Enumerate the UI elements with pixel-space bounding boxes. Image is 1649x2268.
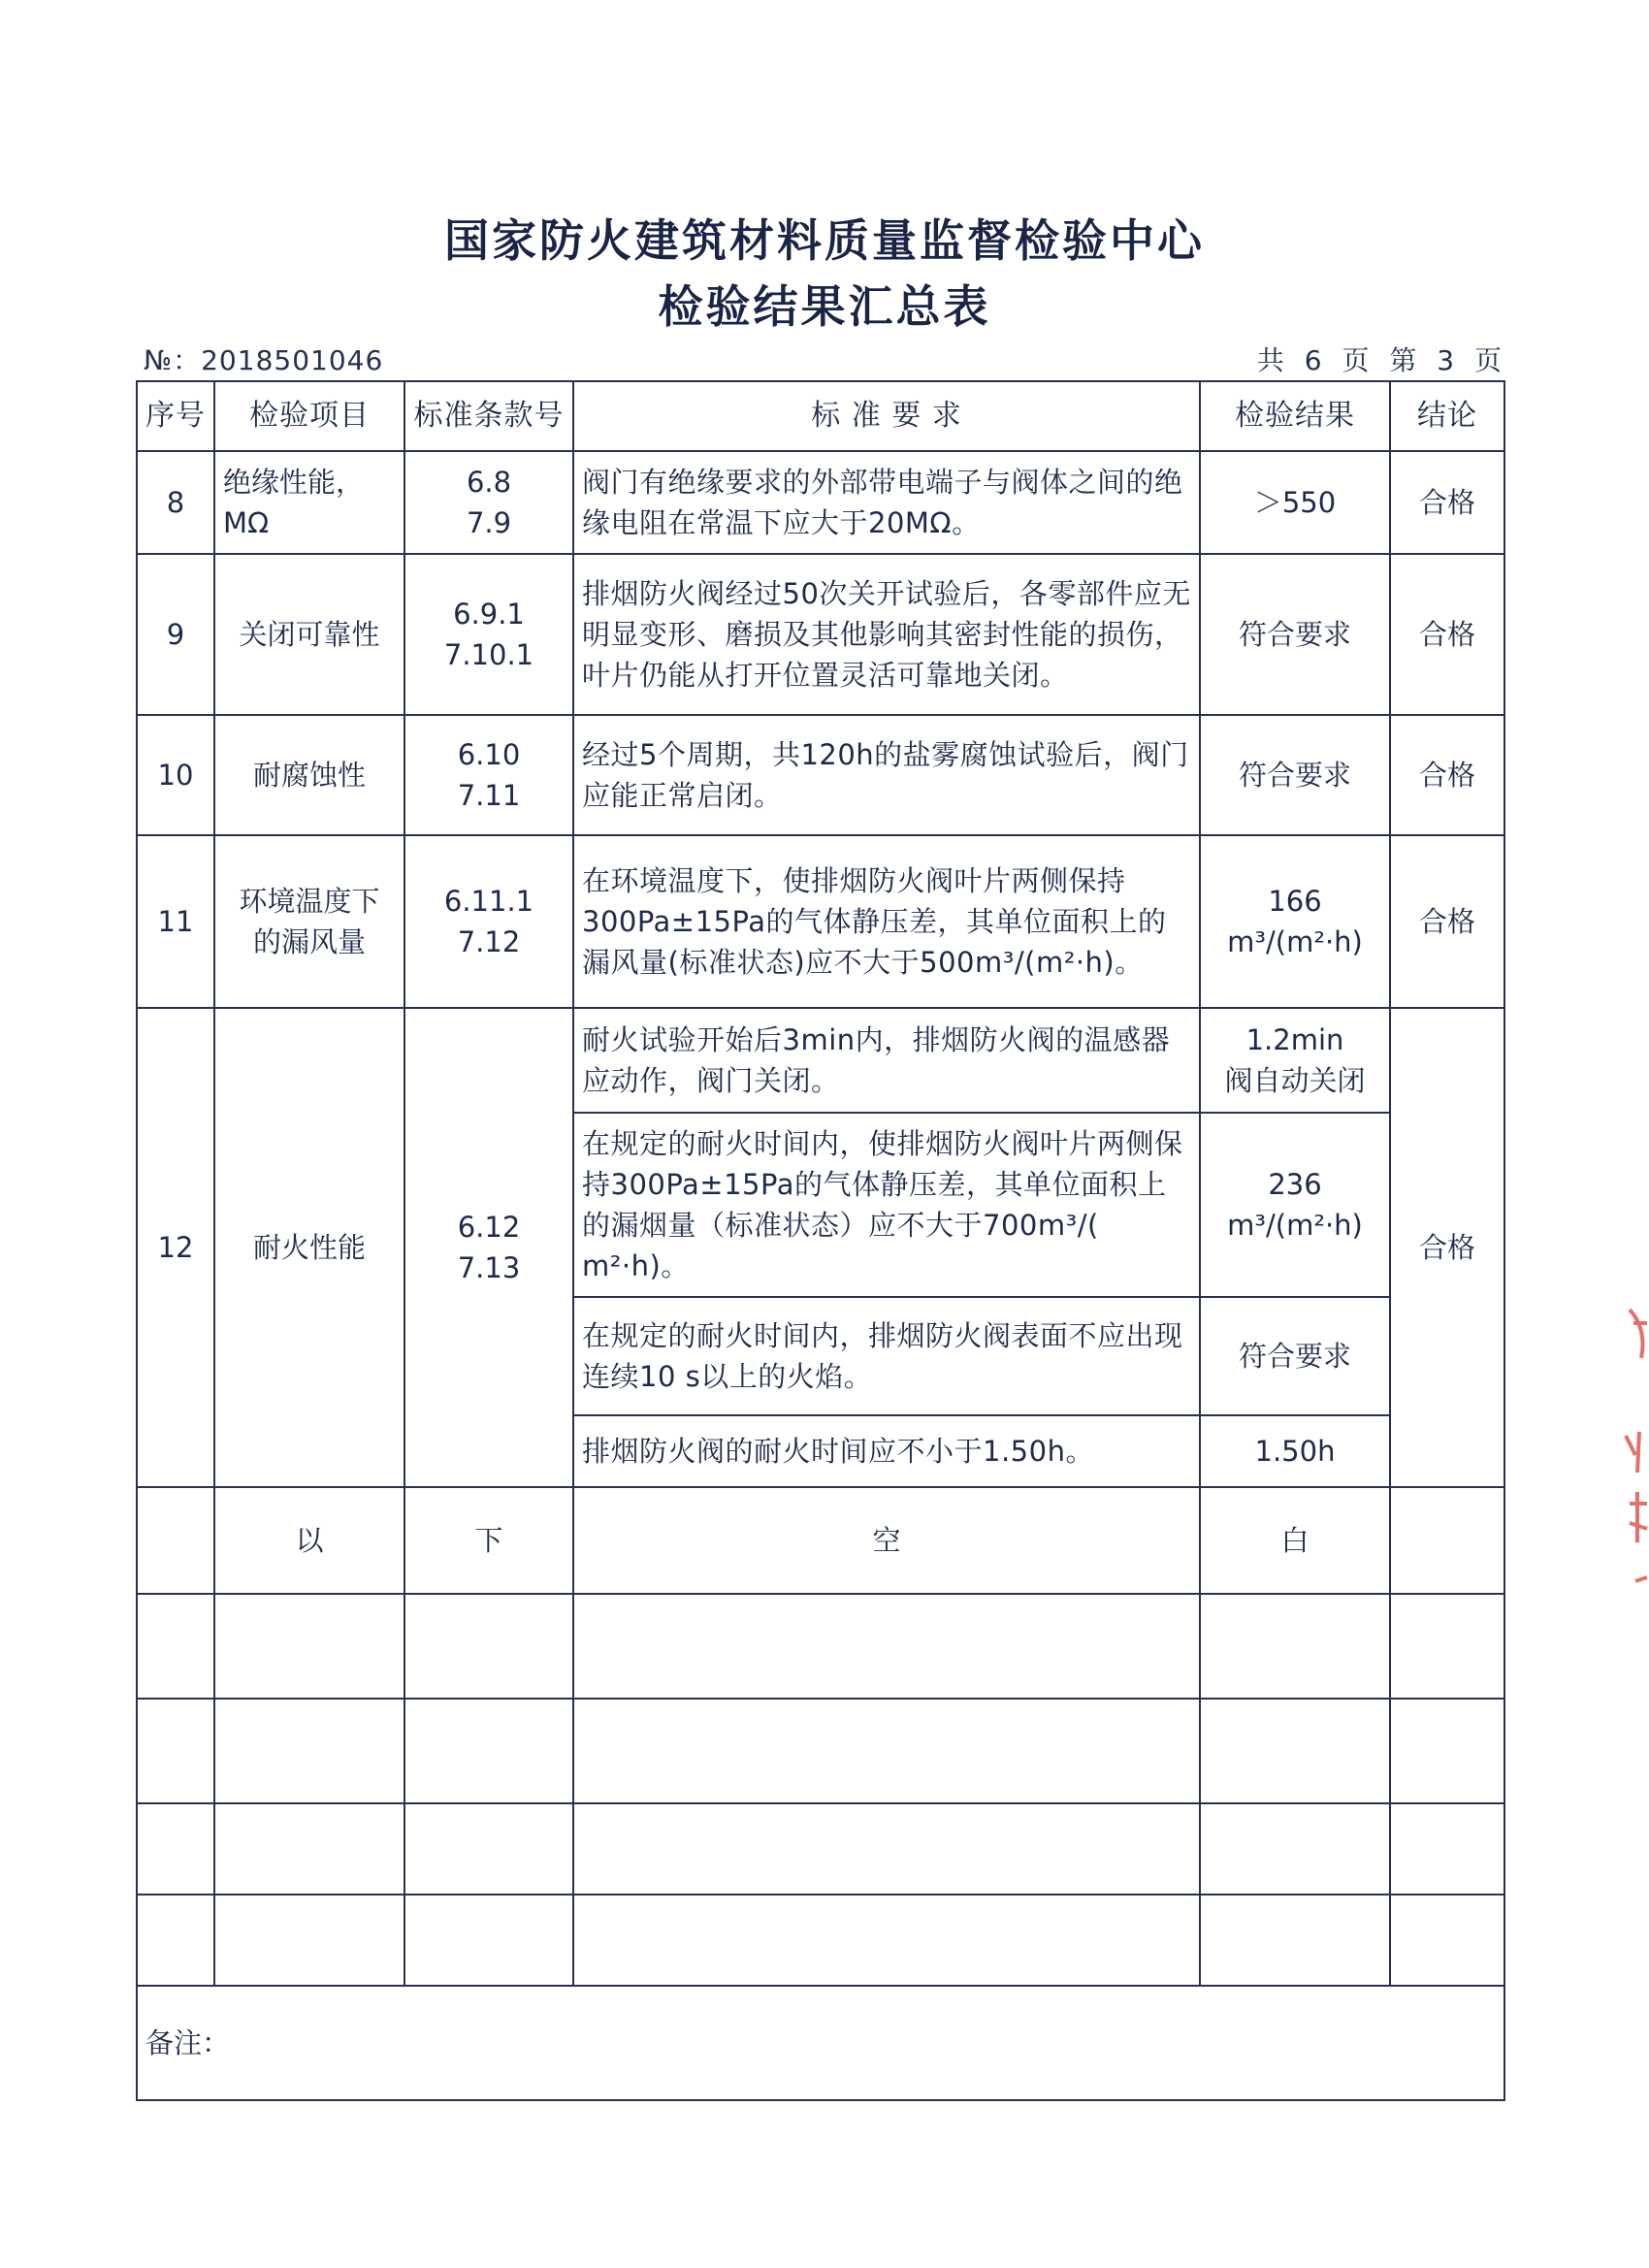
empty-cell — [573, 1699, 1200, 1803]
header-seq: 序号 — [137, 381, 214, 451]
empty-cell — [137, 1487, 214, 1594]
blank-marker-2: 下 — [404, 1487, 573, 1594]
item-line: 环境温度下 — [239, 885, 380, 918]
empty-cell — [137, 1803, 214, 1895]
row-requirement: 排烟防火阀经过50次关开试验后，各零部件应无明显变形、磨损及其他影响其密封性能的损伤，叶片仍能从打开位置灵活可靠地关闭。 — [573, 554, 1200, 715]
header-item: 检验项目 — [214, 381, 404, 451]
empty-cell — [573, 1803, 1200, 1895]
row-result — [1200, 1008, 1390, 1113]
clause-line: 6.11.1 — [443, 885, 534, 918]
row-item: 耐腐蚀性 — [214, 715, 404, 835]
header-requirement: 标 准 要 求 — [573, 381, 1200, 451]
clause-line: 7.9 — [466, 506, 512, 539]
table-row — [137, 451, 1504, 554]
empty-cell — [1390, 1487, 1504, 1594]
empty-row — [137, 1895, 1504, 1986]
header-clause: 标准条款号 — [404, 381, 573, 451]
row-requirement: 阀门有绝缘要求的外部带电端子与阀体之间的绝缘电阻在常温下应大于20MΩ。 — [573, 451, 1200, 554]
row-item — [214, 451, 404, 554]
row-item: 关闭可靠性 — [214, 554, 404, 715]
row-clause — [404, 554, 573, 715]
row-seq: 11 — [137, 835, 214, 1008]
empty-cell — [137, 1594, 214, 1699]
row-clause — [404, 451, 573, 554]
empty-row — [137, 1594, 1504, 1699]
page-info: 共 6 页 第 3 页 — [1256, 344, 1504, 376]
row-clause — [404, 715, 573, 835]
empty-cell — [1390, 1803, 1504, 1895]
stamp-mark-icon — [1591, 1290, 1649, 1610]
row-requirement: 在环境温度下，使排烟防火阀叶片两侧保持300Pa±15Pa的气体静压差，其单位面积上的漏风量(标准状态)应不大于500m³/(m²·h)。 — [573, 835, 1200, 1008]
result-line: m³/(m²·h) — [1227, 1209, 1363, 1242]
empty-cell — [573, 1895, 1200, 1986]
empty-cell — [404, 1699, 573, 1803]
table-row — [137, 835, 1504, 1008]
red-stamp-fragment — [1591, 1290, 1649, 1610]
clause-line: 6.8 — [466, 466, 512, 499]
clause-line: 7.13 — [457, 1251, 521, 1284]
row-result: ＞550 — [1200, 451, 1390, 554]
result-line: 阀自动关闭 — [1224, 1064, 1366, 1097]
row-item: 耐火性能 — [214, 1008, 404, 1487]
clause-line: 6.10 — [457, 738, 521, 771]
empty-cell — [137, 1699, 214, 1803]
row-result: 符合要求 — [1200, 715, 1390, 835]
empty-cell — [1390, 1895, 1504, 1986]
row-conclusion: 合格 — [1390, 835, 1504, 1008]
remarks-row — [137, 1986, 1504, 2100]
result-line: 236 — [1268, 1168, 1322, 1201]
row-conclusion: 合格 — [1390, 451, 1504, 554]
row-seq: 8 — [137, 451, 214, 554]
empty-cell — [573, 1594, 1200, 1699]
table-row — [137, 715, 1504, 835]
row-requirement: 排烟防火阀的耐火时间应不小于1.50h。 — [573, 1415, 1200, 1487]
empty-cell — [137, 1895, 214, 1986]
empty-row — [137, 1803, 1504, 1895]
row-requirement: 经过5个周期，共120h的盐雾腐蚀试验后，阀门应能正常启闭。 — [573, 715, 1200, 835]
row-clause — [404, 835, 573, 1008]
item-line: MΩ — [223, 506, 270, 539]
empty-cell — [1200, 1895, 1390, 1986]
document-number: №：2018501046 — [144, 344, 384, 376]
table-row — [137, 554, 1504, 715]
empty-cell — [404, 1803, 573, 1895]
empty-row — [137, 1699, 1504, 1803]
row-conclusion: 合格 — [1390, 554, 1504, 715]
blank-marker-3: 空 — [573, 1487, 1200, 1594]
empty-cell — [214, 1895, 404, 1986]
table-row — [137, 1008, 1504, 1113]
clause-line: 6.12 — [457, 1211, 521, 1244]
empty-cell — [404, 1594, 573, 1699]
row-conclusion: 合格 — [1390, 715, 1504, 835]
row-requirement: 在规定的耐火时间内，使排烟防火阀叶片两侧保持300Pa±15Pa的气体静压差，其单位面积上的漏烟量（标准状态）应不大于700m³/( m²·h)。 — [573, 1113, 1200, 1297]
result-line: m³/(m²·h) — [1227, 925, 1363, 958]
blank-marker-row — [137, 1487, 1504, 1594]
row-result: 符合要求 — [1200, 1297, 1390, 1415]
empty-cell — [1390, 1699, 1504, 1803]
row-requirement: 耐火试验开始后3min内，排烟防火阀的温感器应动作，阀门关闭。 — [573, 1008, 1200, 1113]
result-line: 1.2min — [1245, 1023, 1344, 1056]
row-result: 1.50h — [1200, 1415, 1390, 1487]
empty-cell — [404, 1895, 573, 1986]
empty-cell — [214, 1594, 404, 1699]
row-seq: 10 — [137, 715, 214, 835]
row-requirement: 在规定的耐火时间内，排烟防火阀表面不应出现连续10 s以上的火焰。 — [573, 1297, 1200, 1415]
row-result — [1200, 835, 1390, 1008]
row-result — [1200, 1113, 1390, 1297]
empty-cell — [214, 1699, 404, 1803]
row-seq: 9 — [137, 554, 214, 715]
result-line: 166 — [1268, 885, 1322, 918]
clause-line: 7.12 — [457, 925, 521, 958]
empty-cell — [1390, 1594, 1504, 1699]
empty-cell — [214, 1803, 404, 1895]
item-line: 绝缘性能， — [223, 466, 365, 499]
row-clause — [404, 1008, 573, 1487]
header-conclusion: 结论 — [1390, 381, 1504, 451]
results-table — [136, 380, 1505, 2101]
row-item — [214, 835, 404, 1008]
page-title: 国家防火建筑材料质量监督检验中心 — [444, 214, 1205, 267]
empty-cell — [1200, 1699, 1390, 1803]
empty-cell — [1200, 1594, 1390, 1699]
clause-line: 7.10.1 — [443, 638, 534, 671]
row-result: 符合要求 — [1200, 554, 1390, 715]
item-line: 的漏风量 — [252, 925, 366, 958]
row-seq: 12 — [137, 1008, 214, 1487]
clause-line: 6.9.1 — [453, 598, 525, 631]
empty-cell — [1200, 1803, 1390, 1895]
row-conclusion: 合格 — [1390, 1008, 1504, 1487]
table-header-row — [137, 381, 1504, 451]
blank-marker-1: 以 — [214, 1487, 404, 1594]
remarks-label: 备注： — [137, 1986, 1504, 2100]
header-result: 检验结果 — [1200, 381, 1390, 451]
blank-marker-4: 白 — [1200, 1487, 1390, 1594]
clause-line: 7.11 — [457, 779, 521, 812]
page-subtitle: 检验结果汇总表 — [658, 280, 991, 333]
